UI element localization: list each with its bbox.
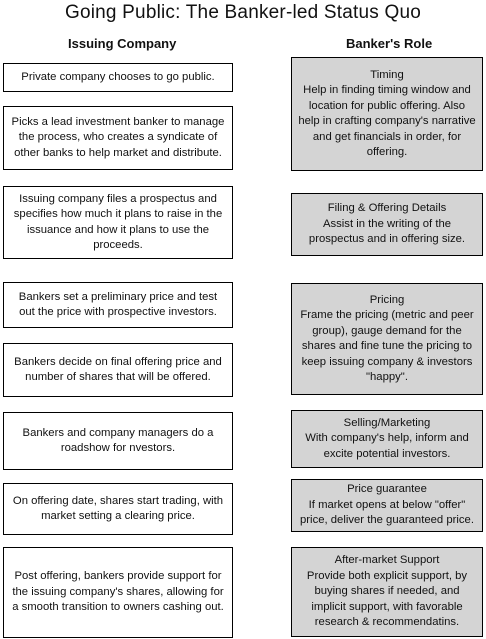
banker-role-description: If market opens at below "offer" price, deliver the guaranteed price. xyxy=(300,498,474,527)
banker-role-box xyxy=(291,547,483,637)
banker-role-box xyxy=(291,57,483,171)
banker-role-title: Filing & Offering Details xyxy=(327,202,447,215)
issuer-step-box: Bankers set a preliminary price and test out the price with prospective investors. xyxy=(3,282,233,328)
banker-role-title: Selling/Marketing xyxy=(343,416,431,429)
banker-role-title: Pricing xyxy=(369,293,405,306)
banker-role-title: After-market Support xyxy=(334,554,440,567)
banker-role-title: Timing xyxy=(370,68,404,81)
banker-role-box xyxy=(291,193,483,256)
issuer-step-box: Private company chooses to go public. xyxy=(3,63,233,92)
banker-role-description: Provide both explicit support, by buying shares if needed, and implicit support, with favorable research & recommendatins. xyxy=(306,569,468,629)
issuer-step-box: Bankers decide on final offering price and number of shares that will be offered. xyxy=(3,343,233,397)
banker-role-title: Price guarantee xyxy=(347,483,427,496)
issuer-step-box: On offering date, shares start trading, with market setting a clearing price. xyxy=(3,483,233,535)
issuer-step-box: Bankers and company managers do a roadshow for nvestors. xyxy=(3,412,233,470)
banker-role-box xyxy=(291,479,483,532)
banker-role-description: Assist in the writing of the prospectus and in offering size. xyxy=(308,217,466,246)
issuer-step-box: Picks a lead investment banker to manage the process, who creates a syndicate of other banks to help market and distribute. xyxy=(3,106,233,170)
banker-role-description: Frame the pricing (metric and peer group), gauge demand for the shares and fine tune the pricing to keep issuing company & investors "happy". xyxy=(300,309,474,383)
issuing-company-header: Issuing Company xyxy=(68,36,177,51)
banker-role-description: Help in finding timing window and location for public offering. Also help in crafting company's narrative and get financials in order, for offering. xyxy=(298,84,476,158)
issuer-step-box: Post offering, bankers provide support for the issuing company's shares, allowing for a smooth transition to owners cashing out. xyxy=(3,547,233,638)
page-title: Going Public: The Banker-led Status Quo xyxy=(65,2,421,23)
issuer-step-box: Issuing company files a prospectus and specifies how much it plans to raise in the issuance and how it plans to use the proceeds. xyxy=(3,186,233,259)
banker-role-box xyxy=(291,410,483,468)
banker-role-box xyxy=(291,283,483,395)
bankers-role-header: Banker's Role xyxy=(346,36,433,51)
banker-role-description: With company's help, inform and excite potential investors. xyxy=(305,432,469,460)
